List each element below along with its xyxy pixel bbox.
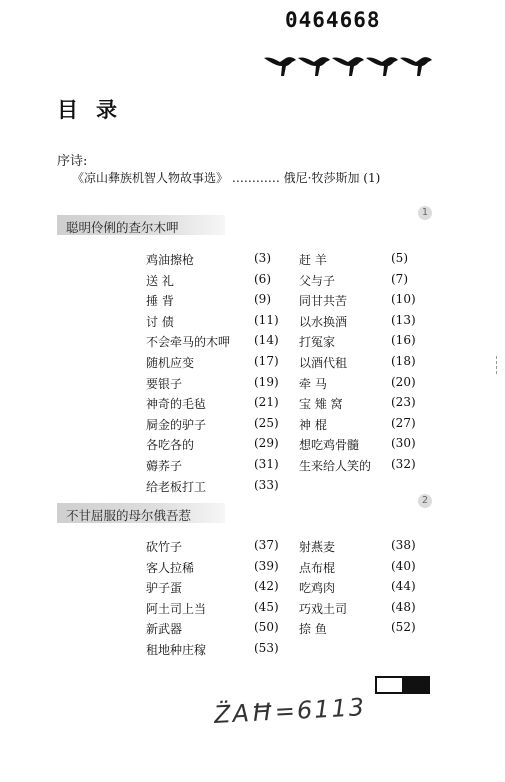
toc-entry-title: 点布棍	[299, 560, 336, 575]
toc-entry-page: (17)	[254, 354, 279, 368]
toc-entry-page: (29)	[254, 436, 279, 451]
toc-entry-title: 同甘共苦	[299, 294, 348, 309]
toc-entry-title: 以水换酒	[299, 314, 348, 329]
bookmark-tab	[375, 676, 430, 694]
toc-entry-title: 阿土司上当	[146, 601, 207, 616]
toc-entry-title: 神 棍	[299, 417, 327, 432]
toc-entry-page: (25)	[254, 415, 279, 430]
toc-entry-page: (5)	[391, 251, 408, 265]
toc-entry-title: 随机应变	[146, 356, 195, 370]
toc-entry-page: (48)	[391, 599, 416, 614]
toc-entry-page: (23)	[391, 395, 416, 410]
toc-entry-title: 驴子蛋	[146, 581, 183, 596]
toc-entry-page: (45)	[254, 599, 279, 614]
toc-entry-title: 鸡油擦枪	[146, 253, 195, 267]
preface-entry: 《凉山彝族机智人物故事选》 ………… 俄尼·牧莎斯加 (1)	[72, 171, 381, 185]
toc-entry-title: 砍竹子	[146, 540, 183, 554]
toc-entry-title: 不会牵马的木呷	[146, 335, 231, 350]
section-2-title: 不甘屈服的母尔俄吾惹	[66, 508, 192, 523]
section-2-number: 2	[418, 494, 432, 508]
toc-entry-title: 给老板打工	[146, 479, 207, 494]
toc-entry-title: 送 礼	[146, 273, 174, 288]
toc-entry-page: (30)	[391, 436, 416, 451]
handwritten-note: Z̈AĦ=6113	[213, 693, 367, 729]
toc-entry-title: 宝 雉 窝	[299, 397, 343, 412]
toc-entry-page: (50)	[254, 620, 279, 635]
toc-entry-page: (16)	[391, 333, 416, 348]
preface-label: 序诗:	[57, 154, 88, 169]
toc-entry-page: (11)	[254, 312, 279, 327]
toc-entry-title: 要银子	[146, 376, 183, 391]
toc-entry-page: (39)	[254, 558, 279, 573]
toc-entry-title: 生来给人笑的	[299, 459, 372, 473]
toc-entry-title: 各吃各的	[146, 438, 195, 453]
section-1-title: 聪明伶俐的查尔木呷	[66, 220, 179, 235]
toc-entry-title: 巧戏土司	[299, 601, 348, 616]
toc-entry-page: (53)	[254, 641, 279, 655]
toc-entry-title: 屙金的驴子	[146, 417, 207, 432]
toc-entry-title: 想吃鸡骨髓	[299, 438, 360, 453]
toc-entry-title: 捺 鱼	[299, 622, 327, 637]
toc-entry-page: (44)	[391, 579, 416, 594]
toc-entry-page: (40)	[391, 558, 416, 573]
toc-entry-page: (10)	[391, 292, 416, 307]
toc-entry-title: 牵 马	[299, 376, 327, 391]
toc-entry-page: (31)	[254, 457, 279, 471]
toc-entry-title: 新武器	[146, 622, 183, 637]
bird-icon	[298, 57, 330, 76]
toc-entry-page: (42)	[254, 579, 279, 594]
bird-icon	[366, 57, 398, 76]
toc-entry-page: (14)	[254, 333, 279, 348]
toc-entry-title: 神奇的毛毡	[146, 397, 207, 412]
toc-entry-title: 吃鸡肉	[299, 581, 336, 596]
toc-entry-title: 打冤家	[299, 335, 336, 350]
section-1-number: 1	[418, 206, 432, 220]
toc-entry-title: 薅荞子	[146, 459, 183, 473]
toc-entry-page: (19)	[254, 374, 279, 389]
bird-icon	[332, 57, 364, 76]
toc-entry-page: (37)	[254, 538, 279, 552]
toc-entry-title: 捶 背	[146, 294, 174, 309]
toc-entry-page: (20)	[391, 374, 416, 389]
toc-entry-page: (52)	[391, 620, 416, 635]
bird-icon	[264, 57, 296, 76]
toc-entry-title: 讨 债	[146, 314, 174, 329]
toc-entry-title: 父与子	[299, 273, 336, 288]
page-title: 目录	[57, 97, 135, 122]
toc-entry-page: (38)	[391, 538, 416, 552]
toc-entry-page: (9)	[254, 292, 271, 307]
toc-entry-page: (7)	[391, 271, 408, 286]
toc-entry-title: 赶 羊	[299, 253, 327, 267]
toc-entry-title: 以酒代租	[299, 356, 348, 370]
bird-icon	[400, 57, 432, 76]
toc-entry-page: (3)	[254, 251, 271, 265]
toc-entry-page: (6)	[254, 271, 271, 286]
toc-entry-page: (18)	[391, 354, 416, 368]
toc-entry-title: 射燕麦	[299, 540, 336, 554]
toc-entry-page: (27)	[391, 415, 416, 430]
toc-entry-title: 客人拉稀	[146, 560, 195, 575]
bird-row-decoration	[262, 50, 434, 82]
page-edge-mark	[496, 356, 499, 374]
toc-entry-page: (13)	[391, 312, 416, 327]
toc-entry-page: (32)	[391, 457, 416, 471]
toc-entry-page: (33)	[254, 477, 279, 492]
toc-entry-title: 租地种庄稼	[146, 643, 207, 657]
catalog-number: 0464668	[285, 8, 381, 32]
toc-entry-page: (21)	[254, 395, 279, 410]
